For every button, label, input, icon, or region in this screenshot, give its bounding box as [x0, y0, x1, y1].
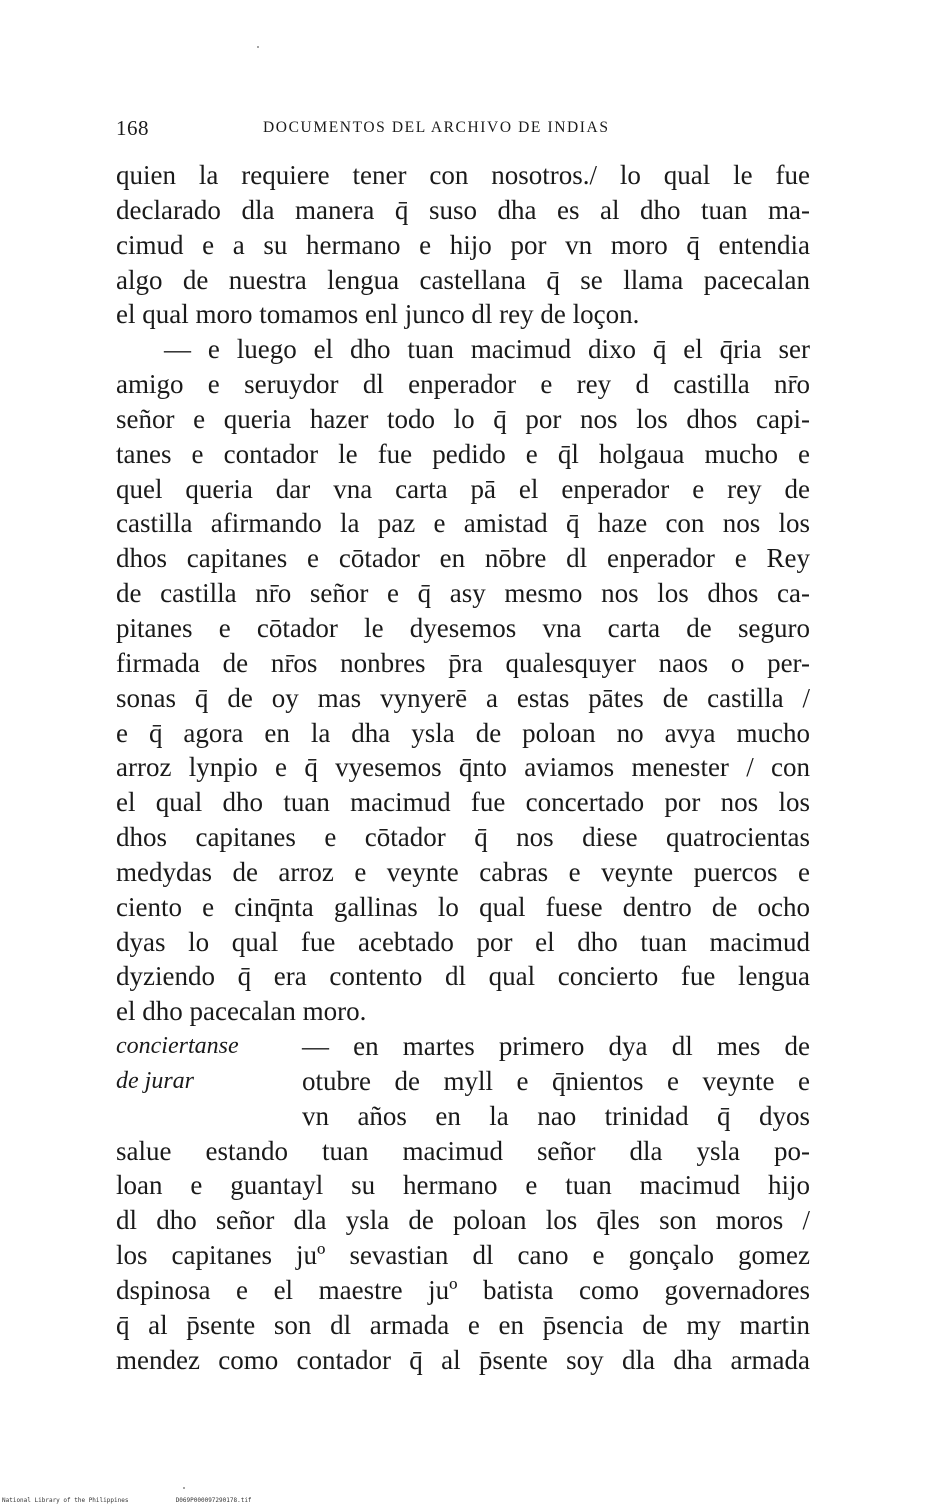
text-line: quien la requiere tener con nosotros./ lo qual le fue — [116, 160, 810, 190]
text-line: vn años en la nao trinidad q̄ dyos — [302, 1100, 810, 1131]
text-line: el qual dho tuan macimud fue concertado por nos los — [116, 787, 810, 818]
text-line: ciento e cinq̄nta gallinas lo qual fuese dentro de ocho — [116, 891, 810, 922]
marginal-note-section — [116, 1029, 810, 1134]
text-line: dspinosa e el maestre juº batista como governadores — [116, 1275, 810, 1306]
text-line: amigo e seruydor dl enperador e rey d castilla nr̄o — [116, 369, 810, 400]
page-number: 168 — [116, 116, 149, 140]
text-line: firmada de nr̄os nonbres p̄ra qualesquyer naos o per- — [116, 647, 810, 678]
text-line: q̄ al p̄sente son dl armada e en p̄sencia de my martin — [116, 1309, 810, 1340]
body-text — [116, 158, 810, 1378]
text-line: arroz lynpio e q̄ vyesemos q̄nto aviamos menester / con — [116, 752, 810, 783]
text-line: otubre de myll e q̄nientos e veynte e — [302, 1065, 810, 1096]
text-line: dhos capitanes e cōtador q̄ nos diese quatrocientas — [116, 822, 810, 853]
margin-note-line: conciertanse — [116, 1033, 239, 1060]
text-line: quel queria dar vna carta pā el enperador e rey de — [116, 473, 810, 504]
footer-file-id: D069P000097290178.tif — [175, 1497, 252, 1504]
text-line: cimud e a su hermano e hijo por vn moro q̄ entendia — [116, 229, 810, 260]
running-title: DOCUMENTOS DEL ARCHIVO DE INDIAS — [263, 119, 610, 136]
margin-adjacent-text — [302, 1029, 810, 1134]
scan-speck — [183, 1487, 185, 1489]
text-line: dyziendo q̄ era contento dl qual concierto fue lengua — [116, 961, 810, 992]
text-line: dyas lo qual fue acebtado por el dho tuan macimud — [116, 926, 810, 957]
text-line: — en martes primero dya dl mes de — [302, 1031, 810, 1062]
text-line: el qual moro tomamos enl junco dl rey de loçon. — [116, 299, 640, 330]
text-line: salue estando tuan macimud señor dla ysla po- — [116, 1135, 810, 1166]
text-line: loan e guantayl su hermano e tuan macimud hijo — [116, 1170, 810, 1201]
text-line: mendez como contador q̄ al p̄sente soy dla dha armada — [116, 1344, 810, 1375]
margin-note — [116, 1029, 286, 1099]
footer-library: National Library of the Philippines — [2, 1497, 129, 1504]
page-header — [116, 116, 810, 142]
text-line: los capitanes juº sevastian dl cano e gonçalo gomez — [116, 1240, 810, 1271]
text-line: dl dho señor dla ysla de poloan los q̄les son moros / — [116, 1205, 810, 1236]
text-line: medydas de arroz e veynte cabras e veynte puercos e — [116, 856, 810, 887]
text-line: declarado dla manera q̄ suso dha es al dho tuan ma- — [116, 194, 810, 225]
text-line: el dho pacecalan moro. — [116, 996, 367, 1027]
scan-footer — [2, 1497, 252, 1504]
text-line: — e luego el dho tuan macimud dixo q̄ el q̄ria ser — [164, 334, 810, 365]
text-line: pitanes e cōtador le dyesemos vna carta de seguro — [116, 612, 810, 643]
text-line: sonas q̄ de oy mas vynyerē a estas pātes de castilla / — [116, 682, 810, 713]
scan-speck — [257, 46, 259, 48]
text-line: señor e queria hazer todo lo q̄ por nos los dhos capi- — [116, 403, 810, 434]
text-line: castilla afirmando la paz e amistad q̄ haze con nos los — [116, 508, 810, 539]
text-line: algo de nuestra lengua castellana q̄ se llama pacecalan — [116, 264, 810, 295]
text-line: de castilla nr̄o señor e q̄ asy mesmo nos los dhos ca- — [116, 578, 810, 609]
text-line: dhos capitanes e cōtador en nōbre dl enperador e Rey — [116, 543, 810, 574]
text-line: tanes e contador le fue pedido e q̄l holgaua mucho e — [116, 438, 810, 469]
margin-note-line: de jurar — [116, 1067, 194, 1094]
text-line: e q̄ agora en la dha ysla de poloan no avya mucho — [116, 717, 810, 748]
